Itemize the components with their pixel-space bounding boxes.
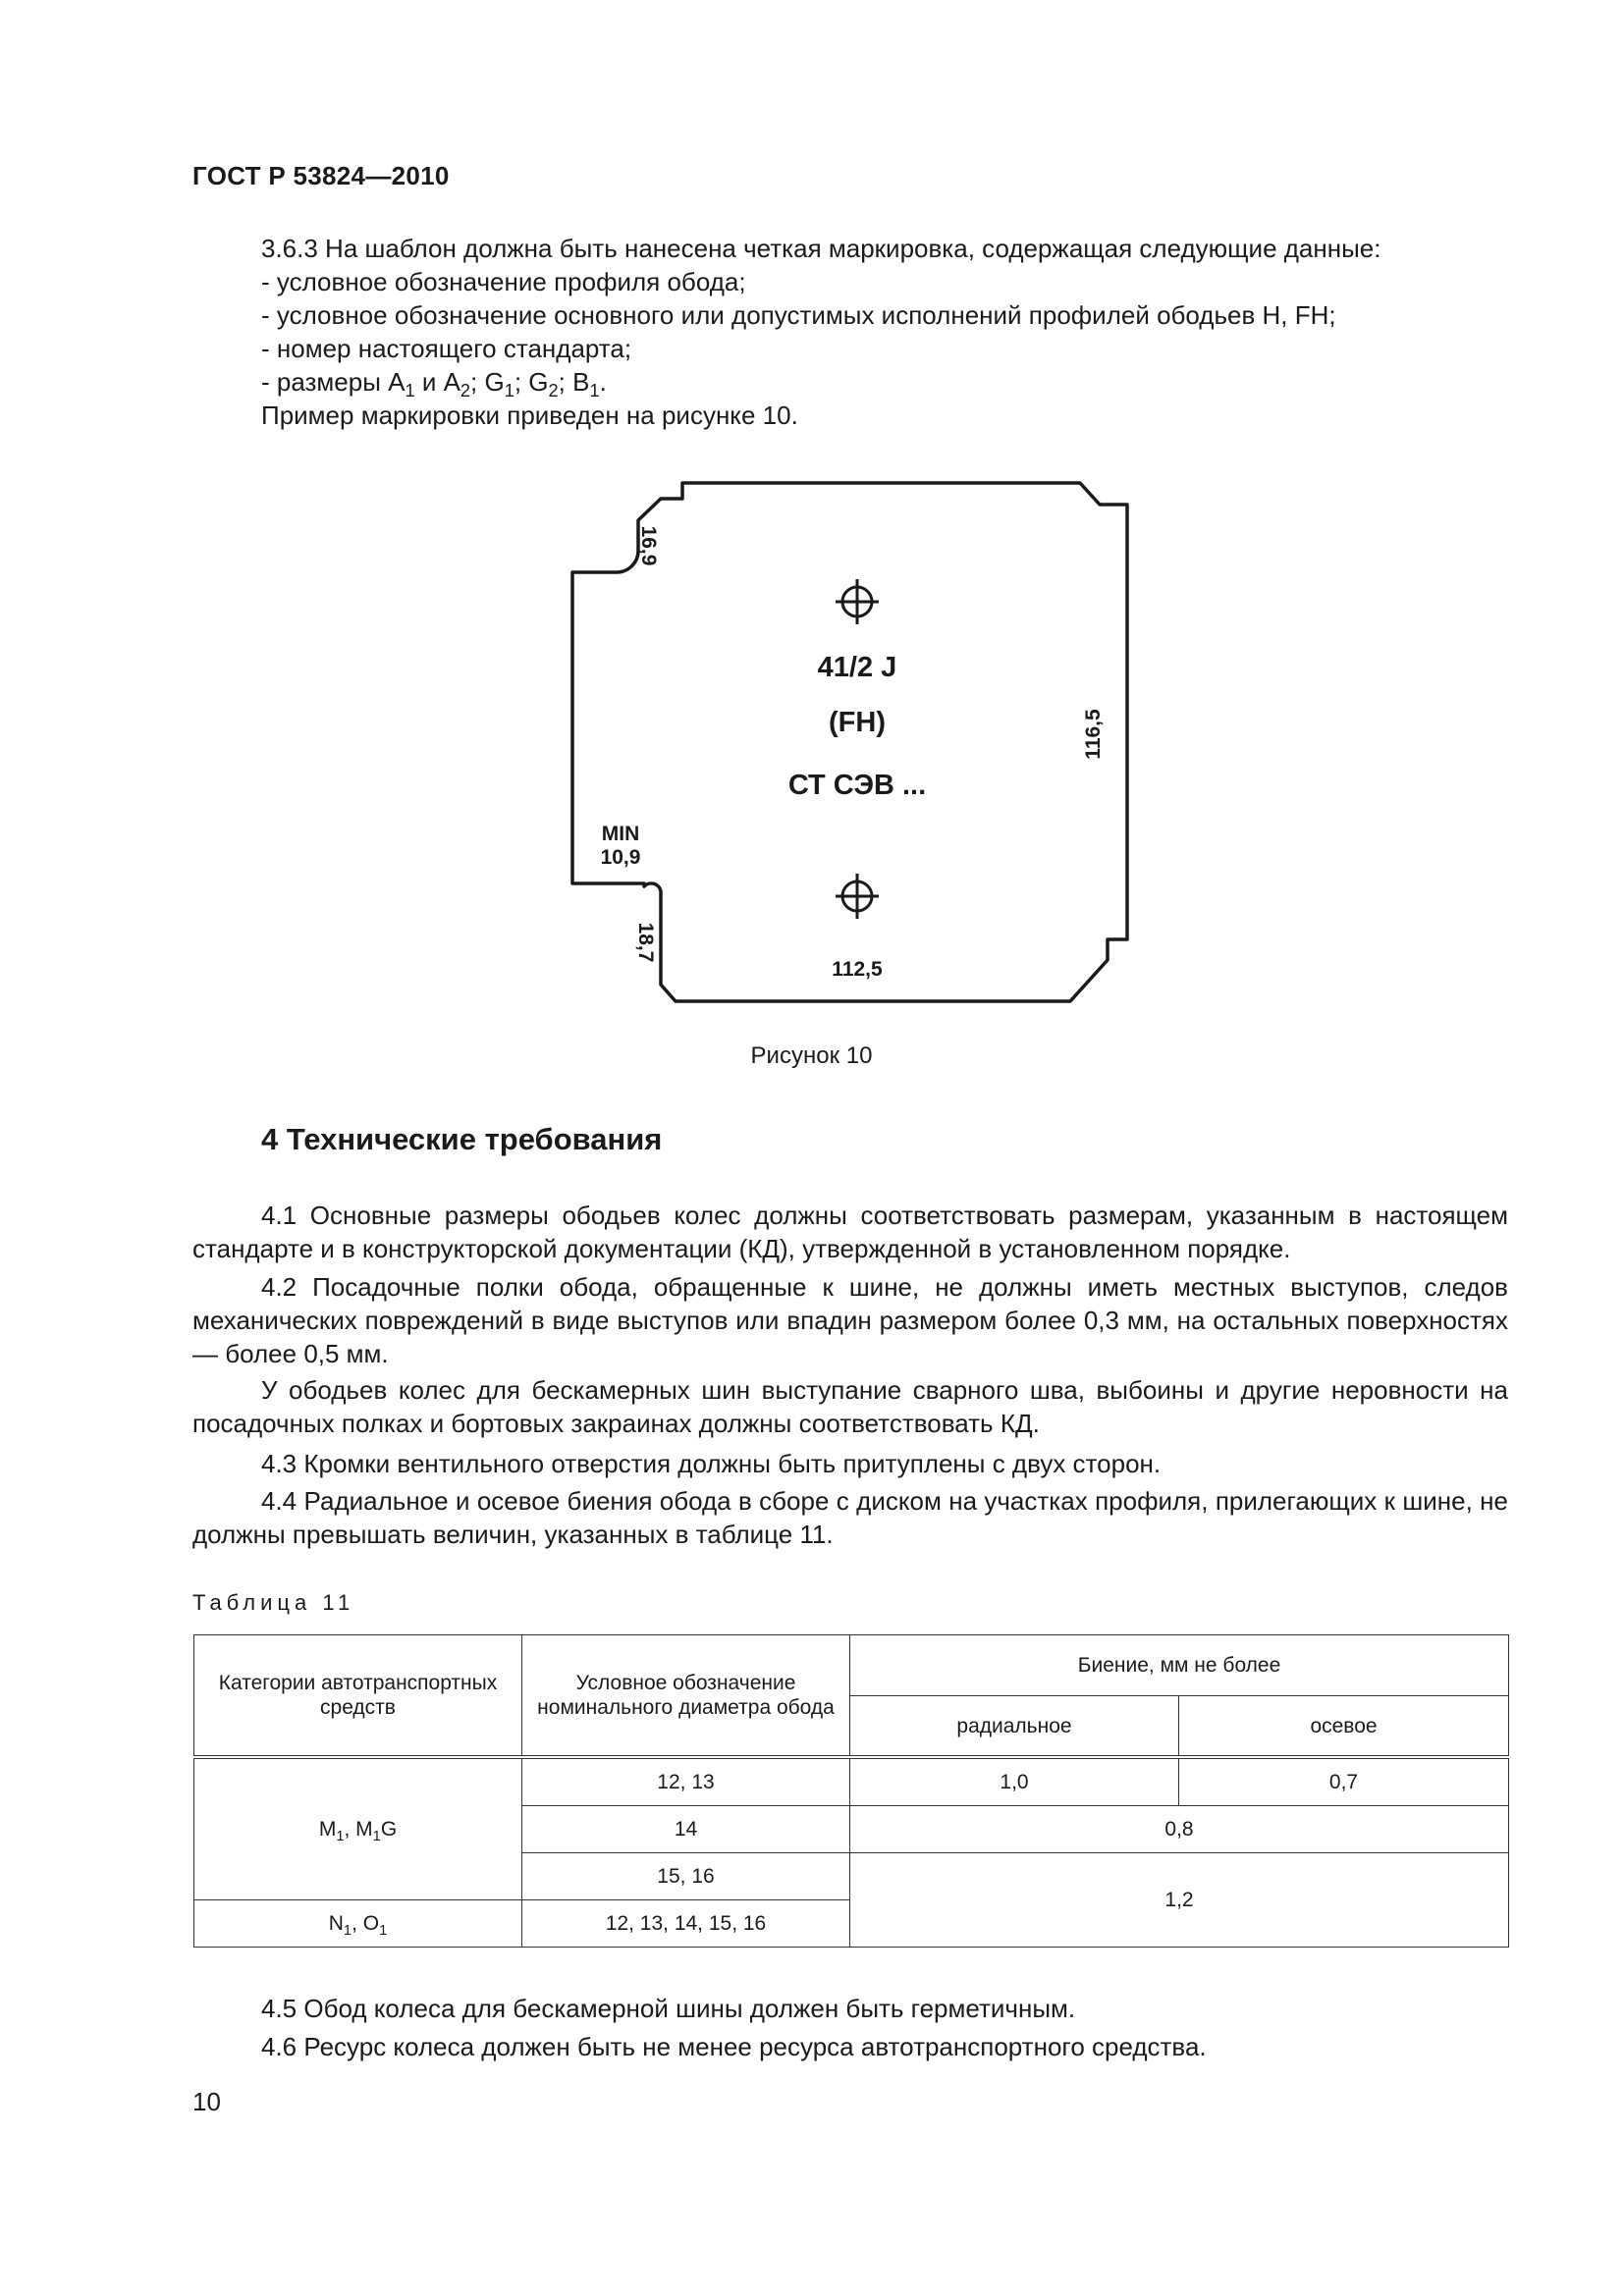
cell-diameter: 15, 16	[522, 1853, 850, 1900]
crosshair-top-icon	[836, 579, 879, 624]
marking-standard: СТ СЭВ ...	[787, 770, 927, 801]
marking-list	[261, 265, 1528, 432]
dim-top-left: 16,9	[637, 525, 660, 566]
cell-diameter: 14	[522, 1806, 850, 1853]
figure-10-template-drawing	[550, 461, 1159, 1031]
col-header-designation: Условное обозначение номинального диаметра обода	[522, 1635, 850, 1758]
dim-min-label: MIN	[601, 823, 640, 845]
marking-variant: (FH)	[829, 707, 886, 738]
para-4-2-weld: У ободьев колес для бескамерных шин выступание сварного шва, выбоины и другие неровности на посадочных полках и бортовых закраинах должны соответствовать КД.	[192, 1375, 1508, 1438]
cell-category-n: $N_1$, $O_1$	[194, 1900, 522, 1948]
dim-notch: 10,9	[600, 846, 641, 869]
dim-bottom-left: 18,7	[634, 922, 657, 963]
table-11	[193, 1634, 1509, 1948]
list-item-dimensions: - размеры $A_1$ и $A_2$; $G_1$; $G_2$; $B_1$.	[261, 367, 607, 401]
para-example: Пример маркировки приведен на рисунке 10.	[261, 400, 798, 430]
document-header: ГОСТ Р 53824—2010	[192, 161, 450, 190]
cell-category-m: $M_1$, $M_1G$	[194, 1757, 522, 1900]
col-header-axial: осевое	[1179, 1696, 1509, 1758]
col-header-radial: радиальное	[850, 1696, 1179, 1758]
cell-diameter: 12, 13, 14, 15, 16	[522, 1900, 850, 1948]
list-item: - условное обозначение основного или допустимых исполнений профилей ободьев H, FH;	[261, 300, 1336, 330]
para-4-3: 4.3 Кромки вентильного отверстия должны быть притуплены с двух сторон.	[261, 1449, 1162, 1478]
para-4-5: 4.5 Обод колеса для бескамерной шины должен быть герметичным.	[261, 1994, 1076, 2023]
para-4-6: 4.6 Ресурс колеса должен быть не менее ресурса автотранспортного средства.	[261, 2032, 1207, 2061]
col-header-runout: Биение, мм не более	[850, 1635, 1509, 1696]
cell-runout-merged: 1,2	[850, 1853, 1509, 1948]
para-4-4: 4.4 Радиальное и осевое биения обода в сборе с диском на участках профиля, прилегающих к шине, не должны превышать величин, указанных в таблице 11.	[192, 1486, 1508, 1549]
crosshair-bottom-icon	[836, 874, 879, 919]
table-11-label: Таблица 11	[192, 1590, 355, 1615]
list-item: - номер настоящего стандарта;	[261, 334, 632, 363]
list-item: - условное обозначение профиля обода;	[261, 267, 746, 296]
para-3-6-3-intro: 3.6.3 На шаблон должна быть нанесена четкая маркировка, содержащая следующие данные:	[261, 234, 1381, 263]
section-4-title: 4 Технические требования	[261, 1122, 663, 1156]
marking-designation: 41/2 J	[817, 652, 897, 683]
cell-diameter: 12, 13	[522, 1757, 850, 1806]
cell-axial: 0,7	[1179, 1757, 1509, 1806]
para-4-2: 4.2 Посадочные полки обода, обращенные к шине, не должны иметь местных выступов, следов механических повреждений в виде выступов или впадин размером более 0,3 мм, на остальных поверхностях — более 0,5 мм.	[192, 1272, 1508, 1368]
cell-runout-merged: 0,8	[850, 1806, 1509, 1853]
col-header-category: Категории автотранспортных средств	[194, 1635, 522, 1758]
page-number: 10	[192, 2087, 221, 2116]
para-4-1: 4.1 Основные размеры ободьев колес должны соответствовать размерам, указанным в настоящем стандарте и в конструкторской документации (КД), утвержденной в установленном порядке.	[192, 1201, 1508, 1263]
table-row	[194, 1757, 1509, 1806]
figure-caption: Рисунок 10	[750, 1042, 873, 1069]
cell-radial: 1,0	[850, 1757, 1179, 1806]
dim-bottom: 112,5	[832, 958, 883, 981]
dim-right: 116,5	[1082, 709, 1105, 760]
